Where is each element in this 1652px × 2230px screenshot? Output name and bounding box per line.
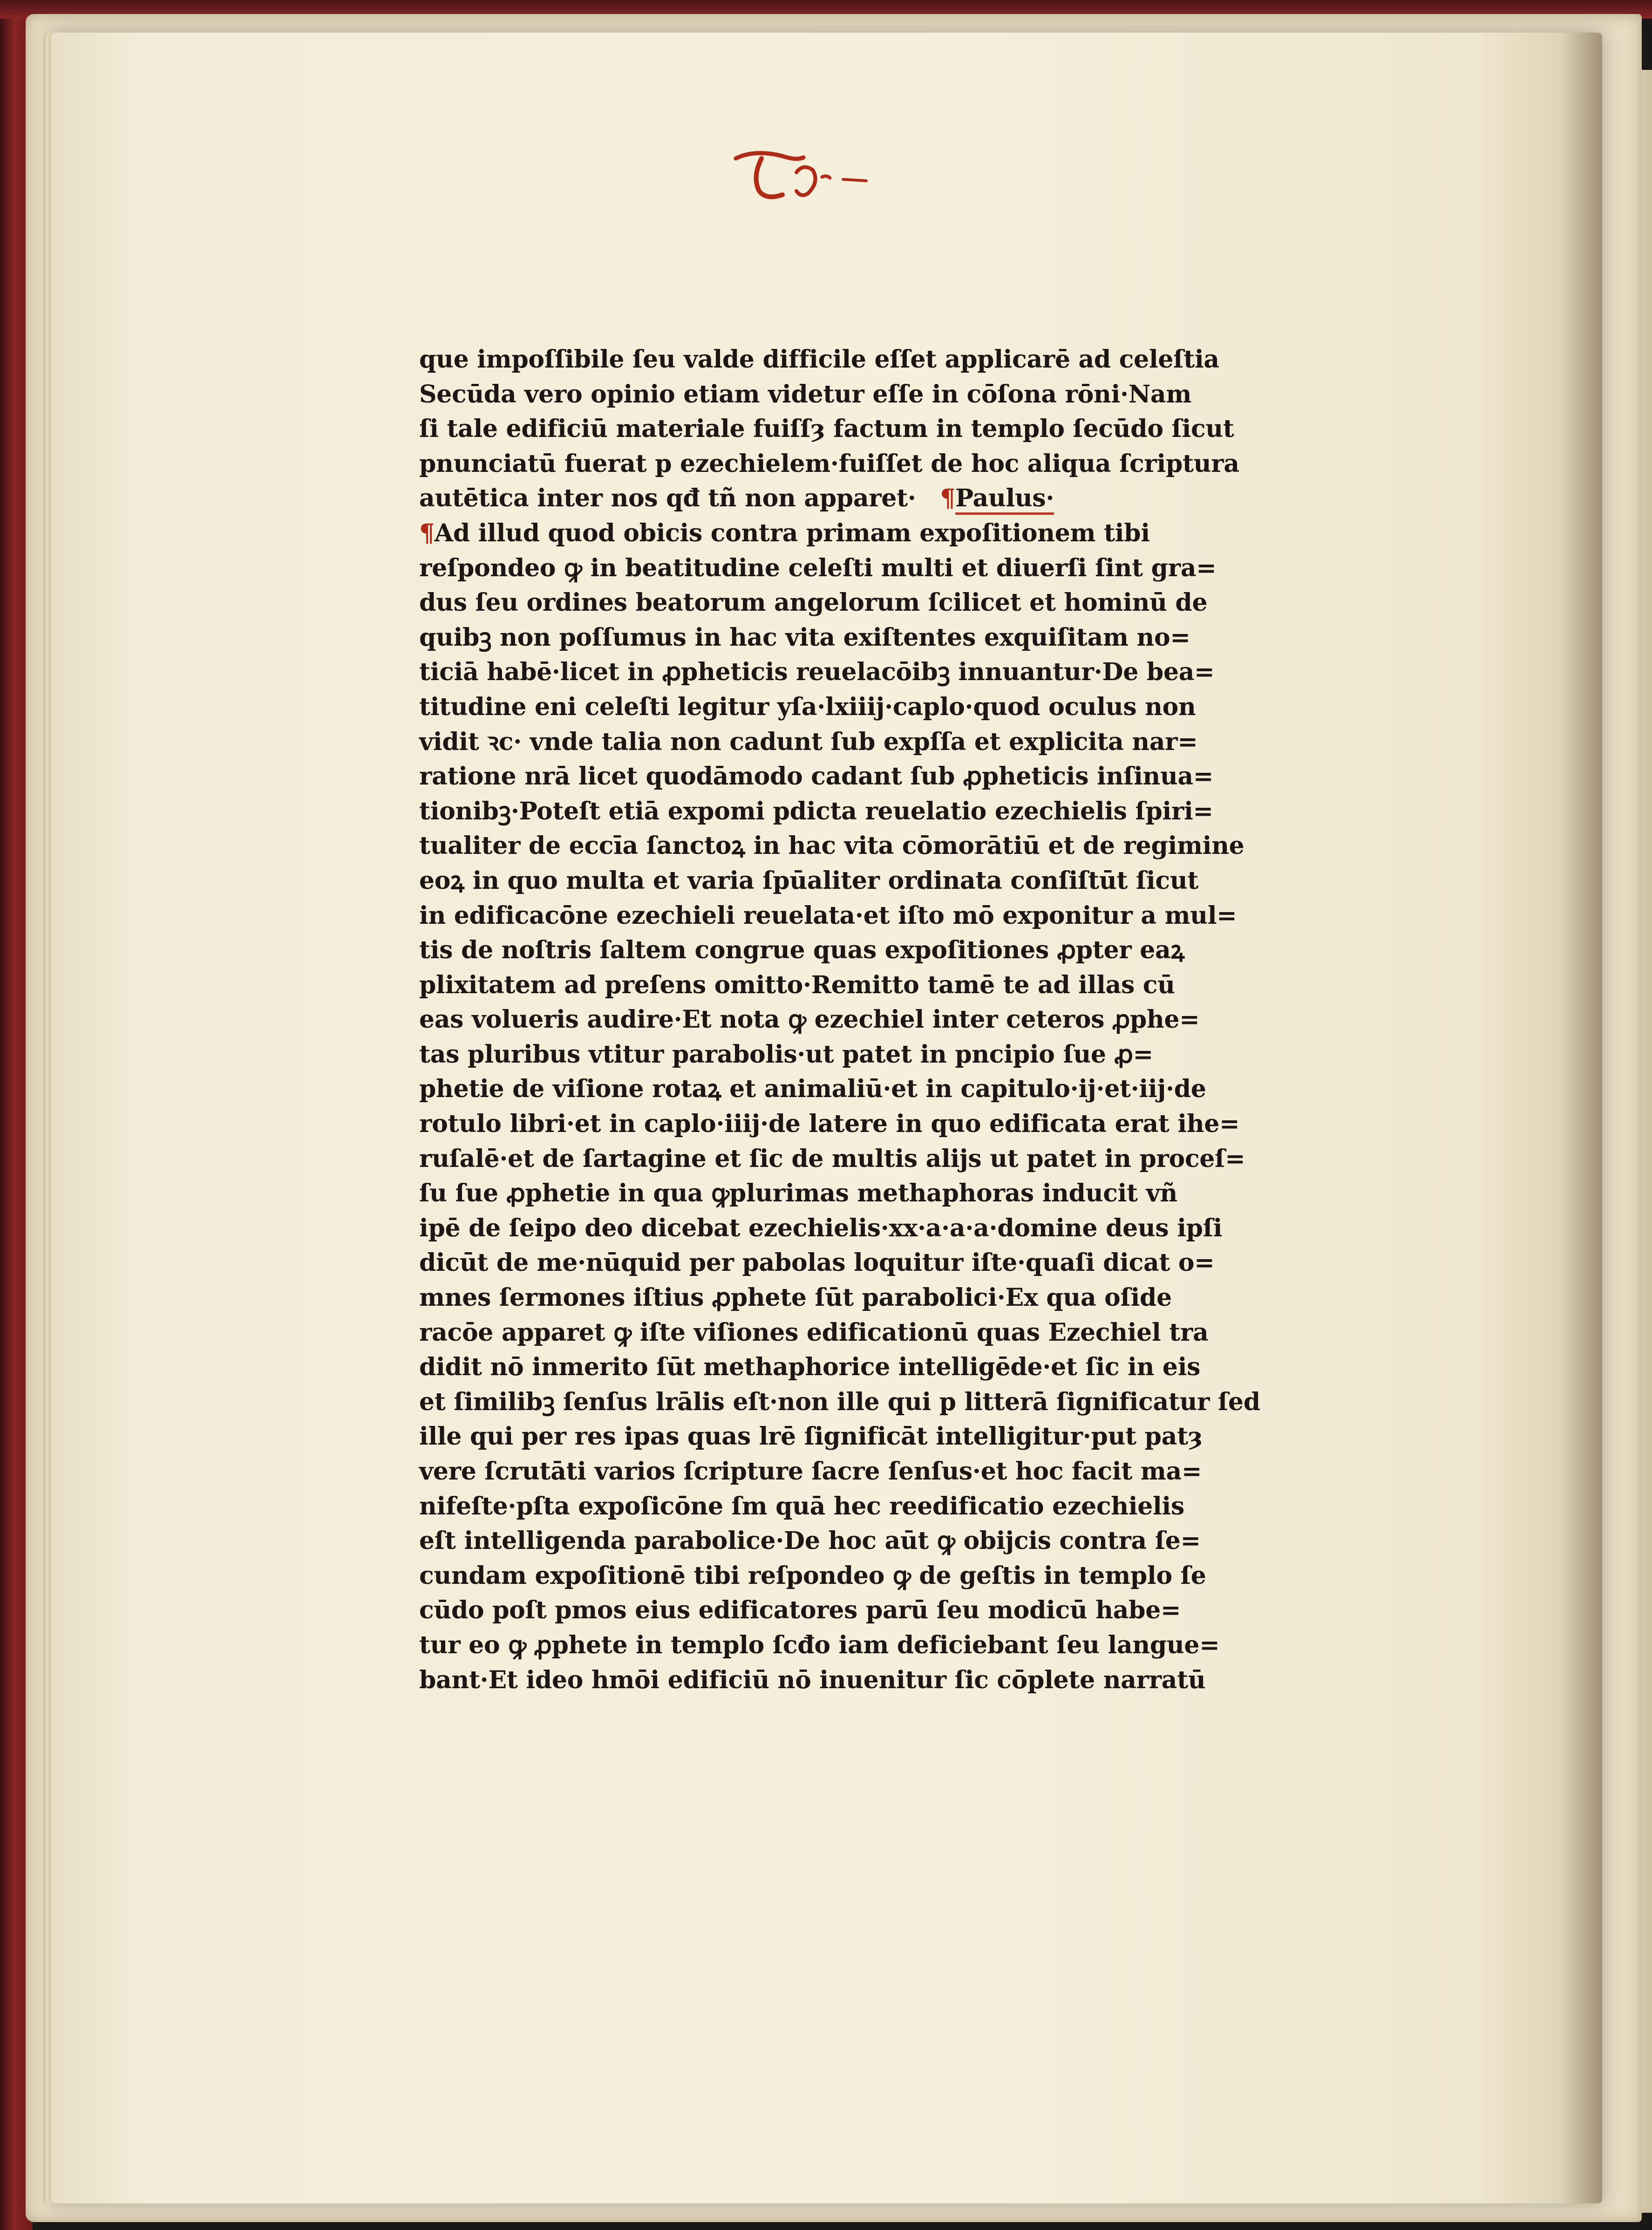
text-line-4: pnunciatū fuerat p ezechielem·fuiſſet de hoc aliqua ſcriptura — [419, 449, 1239, 478]
text-line-20: eas volueris audire·Et nota ꝙ ezechiel inter ceteros ꝓphe= — [419, 1005, 1200, 1034]
rubric-paragraph-marker: ¶ — [940, 484, 956, 513]
text-line-10: ticiā habē·licet in ꝓpheticis reuelacōibꝫ innuantur·De bea= — [419, 658, 1215, 687]
text-line-3: ſi tale edificiū materiale fuiſſȝ factum in templo ſecūdo ſicut — [419, 415, 1234, 443]
text-line-2: Secūda vero opinio etiam videtur eſſe in cōſona rōni·Nam — [419, 380, 1192, 409]
text-line-31: et ſimilibꝫ ſenſus lrālis eſt·non ille qui p litterā ſignificatur ſed — [419, 1387, 1260, 1416]
paragraph-marker: ¶ — [419, 518, 435, 547]
text-line-22: phetie de viſione rotaꝝ et animaliū·et in capitulo·ij·et·iij·de — [419, 1075, 1206, 1104]
text-line-14: tionibꝫ·Poteſt etiā expomi pdicta reuelatio ezechielis ſpiri= — [419, 797, 1213, 825]
text-line-6-content: Ad illud quod obicis contra primam expoſitionem tibi — [434, 518, 1150, 547]
text-line-38: tur eo ꝙ ꝓphete in templo ſcđo iam deficiebant ſeu langue= — [419, 1630, 1220, 1659]
text-line-5 — [419, 481, 1285, 516]
text-line-8: dus ſeu ordines beatorum angelorum ſcilicet et hominū de — [419, 588, 1208, 617]
signature-mark-handwritten — [727, 140, 885, 210]
text-line-5-content: autētica inter nos qđ tñ non apparet· — [419, 484, 916, 513]
text-line-35: eſt intelligenda parabolice·De hoc aūt ꝙ obijcis contra ſe= — [419, 1527, 1201, 1555]
text-line-18: tis de noſtris ſaltem congrue quas expoſitiones ꝓpter eaꝝ — [419, 936, 1185, 965]
text-line-24: ruſalē·et de ſartagine et ſic de multis alijs ut patet in proceſ= — [419, 1144, 1245, 1173]
text-line-16: eoꝝ in quo multa et varia ſpūaliter ordinata conſiſtūt ſicut — [419, 866, 1199, 895]
page-gutter-shadow — [1560, 33, 1602, 2203]
text-line-36: cundam expoſitionē tibi reſpondeo ꝙ de geſtis in templo ſe — [419, 1561, 1206, 1590]
text-line-21: tas pluribus vtitur parabolis·ut patet in pncipio ſue ꝓ= — [419, 1040, 1153, 1069]
text-line-29: racōe apparet ꝙ iſte viſiones edificationū quas Ezechiel tra — [419, 1318, 1209, 1347]
text-line-30: didit nō inmerito ſūt methaphorice intelligēde·et ſic in eis — [419, 1353, 1201, 1382]
text-line-7: reſpondeo ꝙ in beatitudine celeſti multi et diuerſi ſint gra= — [419, 553, 1217, 582]
text-line-32: ille qui per res ipas quas lrē ſignificāt intelligitur·put patȝ — [419, 1422, 1203, 1451]
text-line-9: quibꝫ non poſſumus in hac vita exiſtentes exquiſitam no= — [419, 623, 1190, 652]
text-line-25: ſu ſue ꝓphetie in qua ꝙplurimas methaphoras inducit vñ — [419, 1179, 1177, 1208]
text-line-28: mnes ſermones iſtius ꝓphete ſūt parabolici·Ex qua oſide — [419, 1283, 1172, 1312]
text-line-1: que impoſſibile ſeu valde difficile eſſet applicarē ad celeſtia — [419, 345, 1219, 374]
text-line-19: plixitatem ad preſens omitto·Remitto tamē te ad illas cū — [419, 970, 1175, 999]
text-line-6 — [419, 516, 1285, 551]
text-line-13: ratione nrā licet quodāmodo cadant ſub ꝓpheticis inſinua= — [419, 762, 1214, 791]
text-line-23: rotulo libri·et in caplo·iiij·de latere in quo edificata erat ihe= — [419, 1110, 1240, 1139]
text-line-27: dicūt de me·nūquid per pabolas loquitur iſte·quaſi dicat o= — [419, 1248, 1215, 1277]
printed-text-block — [419, 342, 1285, 1698]
text-line-37: cūdo poſt pmos eius edificatores parū ſeu modicū habe= — [419, 1596, 1181, 1625]
text-line-17: in edificacōne ezechieli reuelata·et iſto mō exponitur a mul= — [419, 901, 1237, 930]
rubric-label-paulus: Paulus· — [955, 484, 1054, 515]
text-line-34: nifeſte·pſta expoſicōne ſm quā hec reedificatio ezechielis — [419, 1492, 1184, 1521]
text-line-39: bant·Et ideo hmōi edificiū nō inuenitur ſic cōplete narratū — [419, 1665, 1206, 1694]
text-line-33: vere ſcrutāti varios ſcripture ſacre ſenſus·et hoc facit ma= — [419, 1457, 1202, 1486]
text-line-12: vidit ꝛc· vnde talia non cadunt ſub expſſa et explicita nar= — [419, 727, 1198, 756]
text-line-11: titudine eni celeſti legitur yſa·lxiiij·caplo·quod oculus non — [419, 692, 1196, 721]
text-line-15: tualiter de eccīa ſanctoꝝ in hac vita cōmorātiū et de regimine — [419, 832, 1244, 860]
text-line-26: ipē de ſeipo deo dicebat ezechielis·xx·a·a·a·domine deus ipſi — [419, 1214, 1223, 1242]
